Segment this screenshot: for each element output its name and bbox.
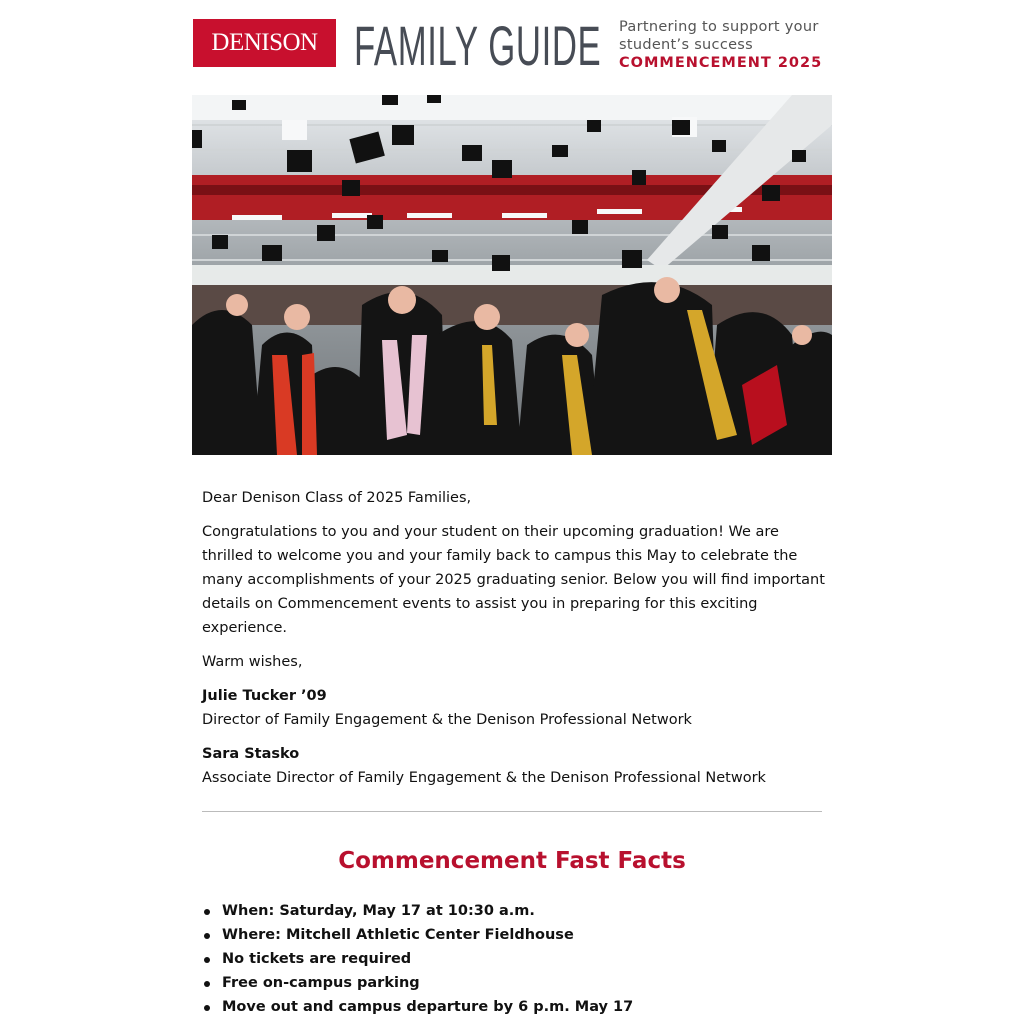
list-item-text: When: Saturday, May 17 at 10:30 a.m. bbox=[222, 903, 535, 919]
list-item bbox=[202, 923, 822, 947]
letter-body bbox=[202, 486, 827, 800]
page-title: FAMILY GUIDE bbox=[354, 14, 602, 77]
signature-role: Associate Director of Family Engagement & the Denison Professional Network bbox=[202, 770, 766, 786]
fast-facts-list bbox=[202, 899, 822, 1019]
logo-text: DENISON bbox=[211, 29, 318, 56]
fast-facts-heading: Commencement Fast Facts bbox=[338, 848, 686, 874]
graduation-photo-illustration bbox=[192, 95, 832, 455]
section-divider bbox=[202, 811, 822, 812]
list-item-text: Move out and campus departure by 6 p.m. May 17 bbox=[222, 999, 634, 1015]
list-item bbox=[202, 995, 822, 1019]
signature-1 bbox=[202, 684, 827, 732]
list-item bbox=[202, 971, 822, 995]
closing: Warm wishes, bbox=[202, 654, 303, 670]
bullet-icon bbox=[204, 957, 210, 963]
list-item-text: Where: Mitchell Athletic Center Fieldhouse bbox=[222, 927, 574, 943]
list-item bbox=[202, 947, 822, 971]
commencement-subtitle: COMMENCEMENT 2025 bbox=[619, 55, 823, 71]
greeting: Dear Denison Class of 2025 Families, bbox=[202, 490, 472, 506]
hero-photo bbox=[192, 95, 832, 455]
list-item bbox=[202, 899, 822, 923]
page-header bbox=[193, 14, 833, 77]
denison-logo[interactable] bbox=[193, 19, 336, 67]
tagline-text: Partnering to support your student’s success bbox=[619, 19, 819, 53]
signature-name: Julie Tucker ’09 bbox=[202, 688, 327, 704]
list-item-text: No tickets are required bbox=[222, 951, 412, 967]
signature-2 bbox=[202, 742, 827, 790]
bullet-icon bbox=[204, 981, 210, 987]
bullet-icon bbox=[204, 1005, 210, 1011]
bullet-icon bbox=[204, 909, 210, 915]
intro-paragraph: Congratulations to you and your student on their upcoming graduation! We are thrilled to welcome you and your family back to campus this May to celebrate the many accomplishments of your 2025 graduating senior. Below you will find important details on Commencement events to assist you in preparing for this exciting experience. bbox=[202, 524, 825, 636]
signature-name: Sara Stasko bbox=[202, 746, 300, 762]
signature-role: Director of Family Engagement & the Denison Professional Network bbox=[202, 712, 692, 728]
list-item-text: Free on-campus parking bbox=[222, 975, 420, 991]
bullet-icon bbox=[204, 933, 210, 939]
tagline bbox=[619, 18, 839, 72]
